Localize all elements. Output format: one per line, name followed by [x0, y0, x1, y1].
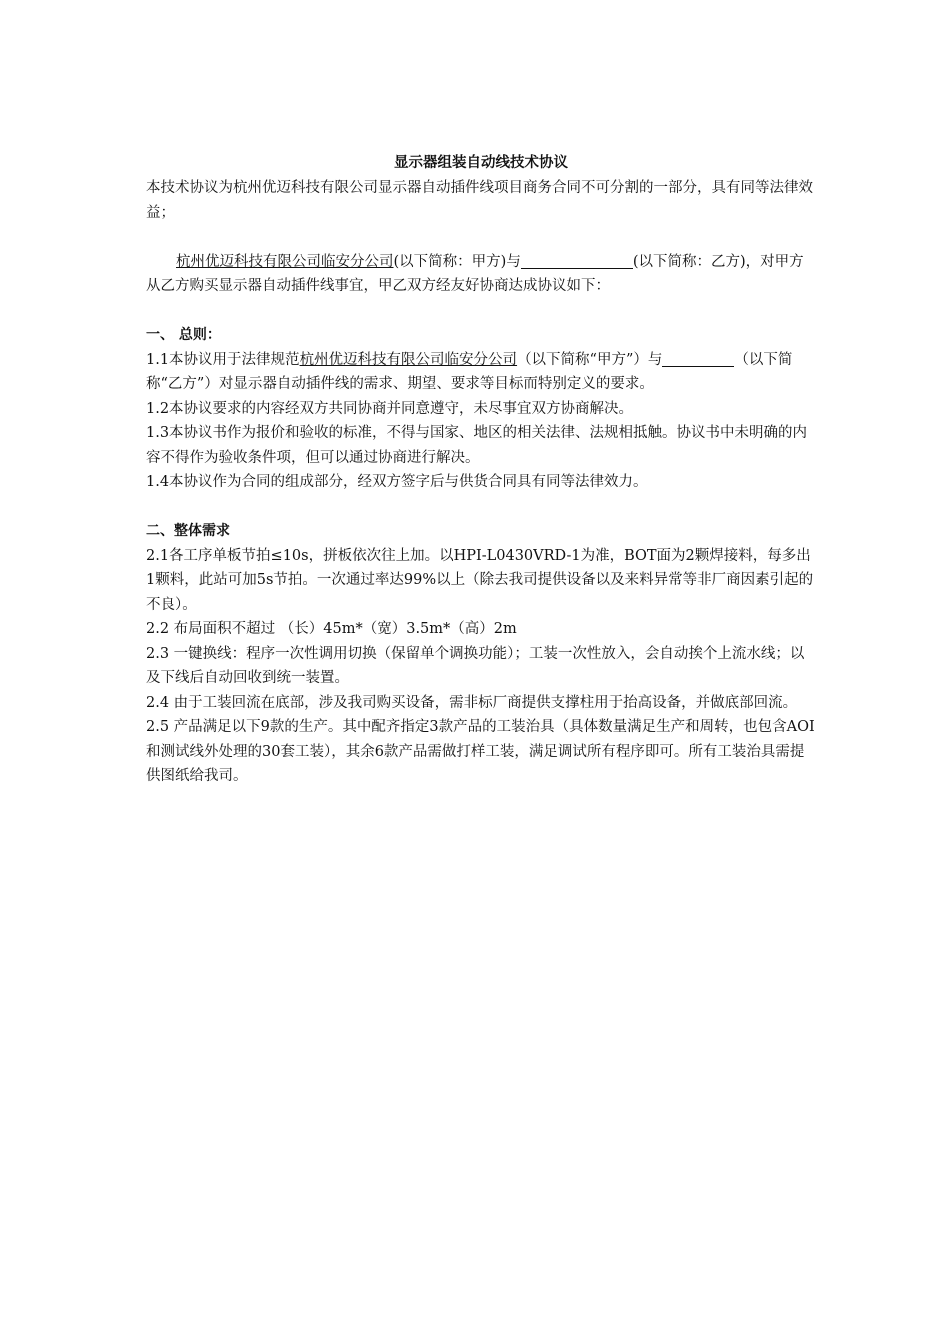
parties-paragraph	[146, 250, 816, 299]
spacer	[146, 495, 816, 520]
spacer	[146, 225, 816, 250]
section-2-heading: 二、整体需求	[146, 523, 230, 539]
parties-text-1: (以下简称：甲方)与	[393, 253, 521, 270]
intro-paragraph: 本技术协议为杭州优迈科技有限公司显示器自动插件线项目商务合同不可分割的一部分，具有同等法律效益；	[146, 180, 813, 221]
section-2-item-2: 2.2 布局面积不超过 （长）45m*（宽）3.5m*（高）2m	[146, 621, 517, 637]
item-1-1-party-a: 杭州优迈科技有限公司临安分公司	[299, 351, 518, 368]
section-1-heading: 一、 总则：	[146, 327, 221, 343]
spacer	[146, 299, 816, 324]
section-2-item-5: 2.5 产品满足以下9款的生产。其中配齐指定3款产品的工装治具（具体数量满足生产和周转，也包含AOI和测试线外处理的30套工装），其余6款产品需做打样工装，满足调试所有程序即可。所有工装治具需提供图纸给我司。	[146, 719, 815, 784]
section-1-item-4: 1.4本协议作为合同的组成部分，经双方签字后与供货合同具有同等法律效力。	[146, 474, 648, 490]
party-a-name: 杭州优迈科技有限公司临安分公司	[176, 253, 394, 270]
document-body	[146, 150, 816, 789]
section-1-item-1	[146, 348, 816, 397]
section-2-item-4: 2.4 由于工装回流在底部，涉及我司购买设备，需非标厂商提供支撑柱用于抬高设备，并做底部回流。	[146, 694, 798, 711]
item-1-1-prefix: 1.1本协议用于法律规范	[146, 351, 300, 368]
section-2-item-1: 2.1各工序单板节拍≤10s，拼板依次往上加。以HPI-L0430VRD-1为准，BOT面为2颗焊接料，每多出1颗料，此站可加5s节拍。一次通过率达99%以上（除去我司提供设备以及来料异常等非厂商因素引起的不良）。	[146, 547, 814, 613]
section-2-item-3: 2.3 一键换线：程序一次性调用切换（保留单个调换功能）；工装一次性放入，会自动挨个上流水线；以及下线后自动回收到统一装置。	[146, 645, 805, 686]
item-1-1-party-b-blank[interactable]	[662, 350, 734, 367]
section-1-item-3: 1.3本协议书作为报价和验收的标准，不得与国家、地区的相关法律、法规相抵触。协议书中未明确的内容不得作为验收条件项，但可以通过协商进行解决。	[146, 425, 808, 466]
parties-text-2: (以下简称：乙方)，对甲方从乙方购买显示器自动插件线事宜，甲乙双方经友好协商达成协议如下：	[146, 253, 804, 294]
item-1-1-post: （以下简称“乙方”）对显示器自动插件线的需求、期望、要求等目标而特别定义的要求。	[146, 351, 793, 392]
document-title: 显示器组装自动线技术协议	[394, 155, 568, 171]
party-b-blank-field[interactable]	[521, 252, 633, 269]
section-1-item-2: 1.2本协议要求的内容经双方共同协商并同意遵守，未尽事宜双方协商解决。	[146, 400, 634, 417]
item-1-1-mid: （以下简称“甲方”）与	[517, 351, 663, 368]
